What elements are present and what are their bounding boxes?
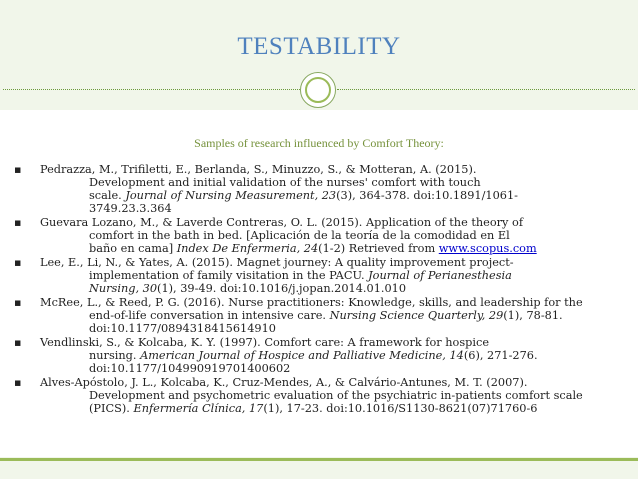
journal-title: American Journal of Hospice and Palliative Medicine, 14	[140, 349, 464, 362]
reference-text: McRee, L., & Reed, P. G. (2016). Nurse practitioners: Knowledge, skills, and leadership for the	[40, 296, 583, 309]
reference-text: doi:10.1177/0894318415614910	[89, 322, 276, 335]
journal-title: Journal of Nursing Measurement, 23	[125, 189, 337, 202]
reference-line	[40, 349, 630, 362]
reference-item	[0, 163, 630, 215]
reference-text: 3749.23.3.364	[89, 202, 172, 215]
reference-text: end-of-life conversation in intensive care.	[89, 309, 330, 322]
reference-line	[40, 176, 630, 189]
reference-list	[0, 163, 630, 416]
reference-line	[40, 229, 630, 242]
reference-text: doi:10.1177/104990919701400602	[89, 362, 291, 375]
reference-item	[0, 216, 630, 255]
reference-text: Lee, E., Li, N., & Yates, A. (2015). Magnet journey: A quality improvement project-	[40, 256, 514, 269]
journal-title: Nursing Science Quarterly, 29	[329, 309, 504, 322]
reference-text: comfort in the bath in bed. [Aplicación de la teoría de la comodidad en El	[89, 229, 510, 242]
reference-item	[0, 296, 630, 335]
reference-text: Vendlinski, S., & Kolcaba, K. Y. (1997). Comfort care: A framework for hospice	[40, 336, 490, 349]
reference-text: (1), 39-49. doi:10.1016/j.jopan.2014.01.010	[157, 282, 407, 295]
reference-text: Alves-Apóstolo, J. L., Kolcaba, K., Cruz-Mendes, A., & Calvário-Antunes, M. T. (2007).	[40, 376, 528, 389]
reference-line	[40, 376, 630, 389]
reference-line	[40, 322, 630, 335]
bullet-icon: ▪	[14, 376, 22, 389]
reference-line	[40, 189, 630, 202]
reference-line	[40, 242, 630, 255]
reference-text: scale.	[89, 189, 126, 202]
reference-line	[40, 309, 630, 322]
reference-line	[40, 336, 630, 349]
reference-line	[40, 389, 630, 402]
bullet-icon: ▪	[14, 163, 22, 176]
journal-title: Journal of Perianesthesia	[368, 269, 512, 282]
bullet-icon: ▪	[14, 296, 22, 309]
slide-footer	[0, 461, 638, 479]
reference-line	[40, 402, 630, 415]
reference-line	[40, 296, 630, 309]
reference-line	[40, 216, 630, 229]
reference-text: (1-2) Retrieved from	[318, 242, 439, 255]
reference-text: Development and initial validation of the nurses' comfort with touch	[89, 176, 481, 189]
reference-line	[40, 269, 630, 282]
bullet-icon: ▪	[14, 216, 22, 229]
divider-left	[3, 89, 300, 90]
bullet-icon: ▪	[14, 256, 22, 269]
reference-item	[0, 376, 630, 415]
circle-emblem-icon	[300, 72, 336, 108]
reference-line	[40, 202, 630, 215]
reference-text: (1), 78-81.	[503, 309, 563, 322]
reference-text: Guevara Lozano, M., & Laverde Contreras, O. L. (2015). Application of the theory of	[40, 216, 524, 229]
journal-title: Enfermería Clínica, 17	[133, 402, 264, 415]
reference-line	[40, 282, 630, 295]
scopus-link[interactable]: www.scopus.com	[438, 242, 537, 255]
journal-title: Nursing, 30	[89, 282, 158, 295]
reference-text: (6), 271-276.	[463, 349, 538, 362]
reference-text: Development and psychometric evaluation of the psychiatric in-patients comfort scale	[89, 389, 583, 402]
reference-text: Pedrazza, M., Trifiletti, E., Berlanda, S., Minuzzo, S., & Motteran, A. (2015).	[40, 163, 477, 176]
journal-title: Index De Enfermeria, 24	[176, 242, 319, 255]
reference-line	[40, 362, 630, 375]
reference-text: baño en cama]	[89, 242, 177, 255]
reference-text: nursing.	[89, 349, 141, 362]
reference-item	[0, 256, 630, 295]
reference-line	[40, 163, 630, 176]
reference-text: implementation of family visitation in the PACU.	[89, 269, 369, 282]
reference-text: (PICS).	[89, 402, 134, 415]
slide-subtitle: Samples of research influenced by Comfort Theory:	[194, 136, 444, 150]
reference-text: (1), 17-23. doi:10.1016/S1130-8621(07)71760-6	[263, 402, 538, 415]
divider-right	[337, 89, 635, 90]
reference-line	[40, 256, 630, 269]
slide-title: TESTABILITY	[237, 33, 401, 60]
reference-text: (3), 364-378. doi:10.1891/1061-	[336, 189, 518, 202]
bullet-icon: ▪	[14, 336, 22, 349]
reference-item	[0, 336, 630, 375]
